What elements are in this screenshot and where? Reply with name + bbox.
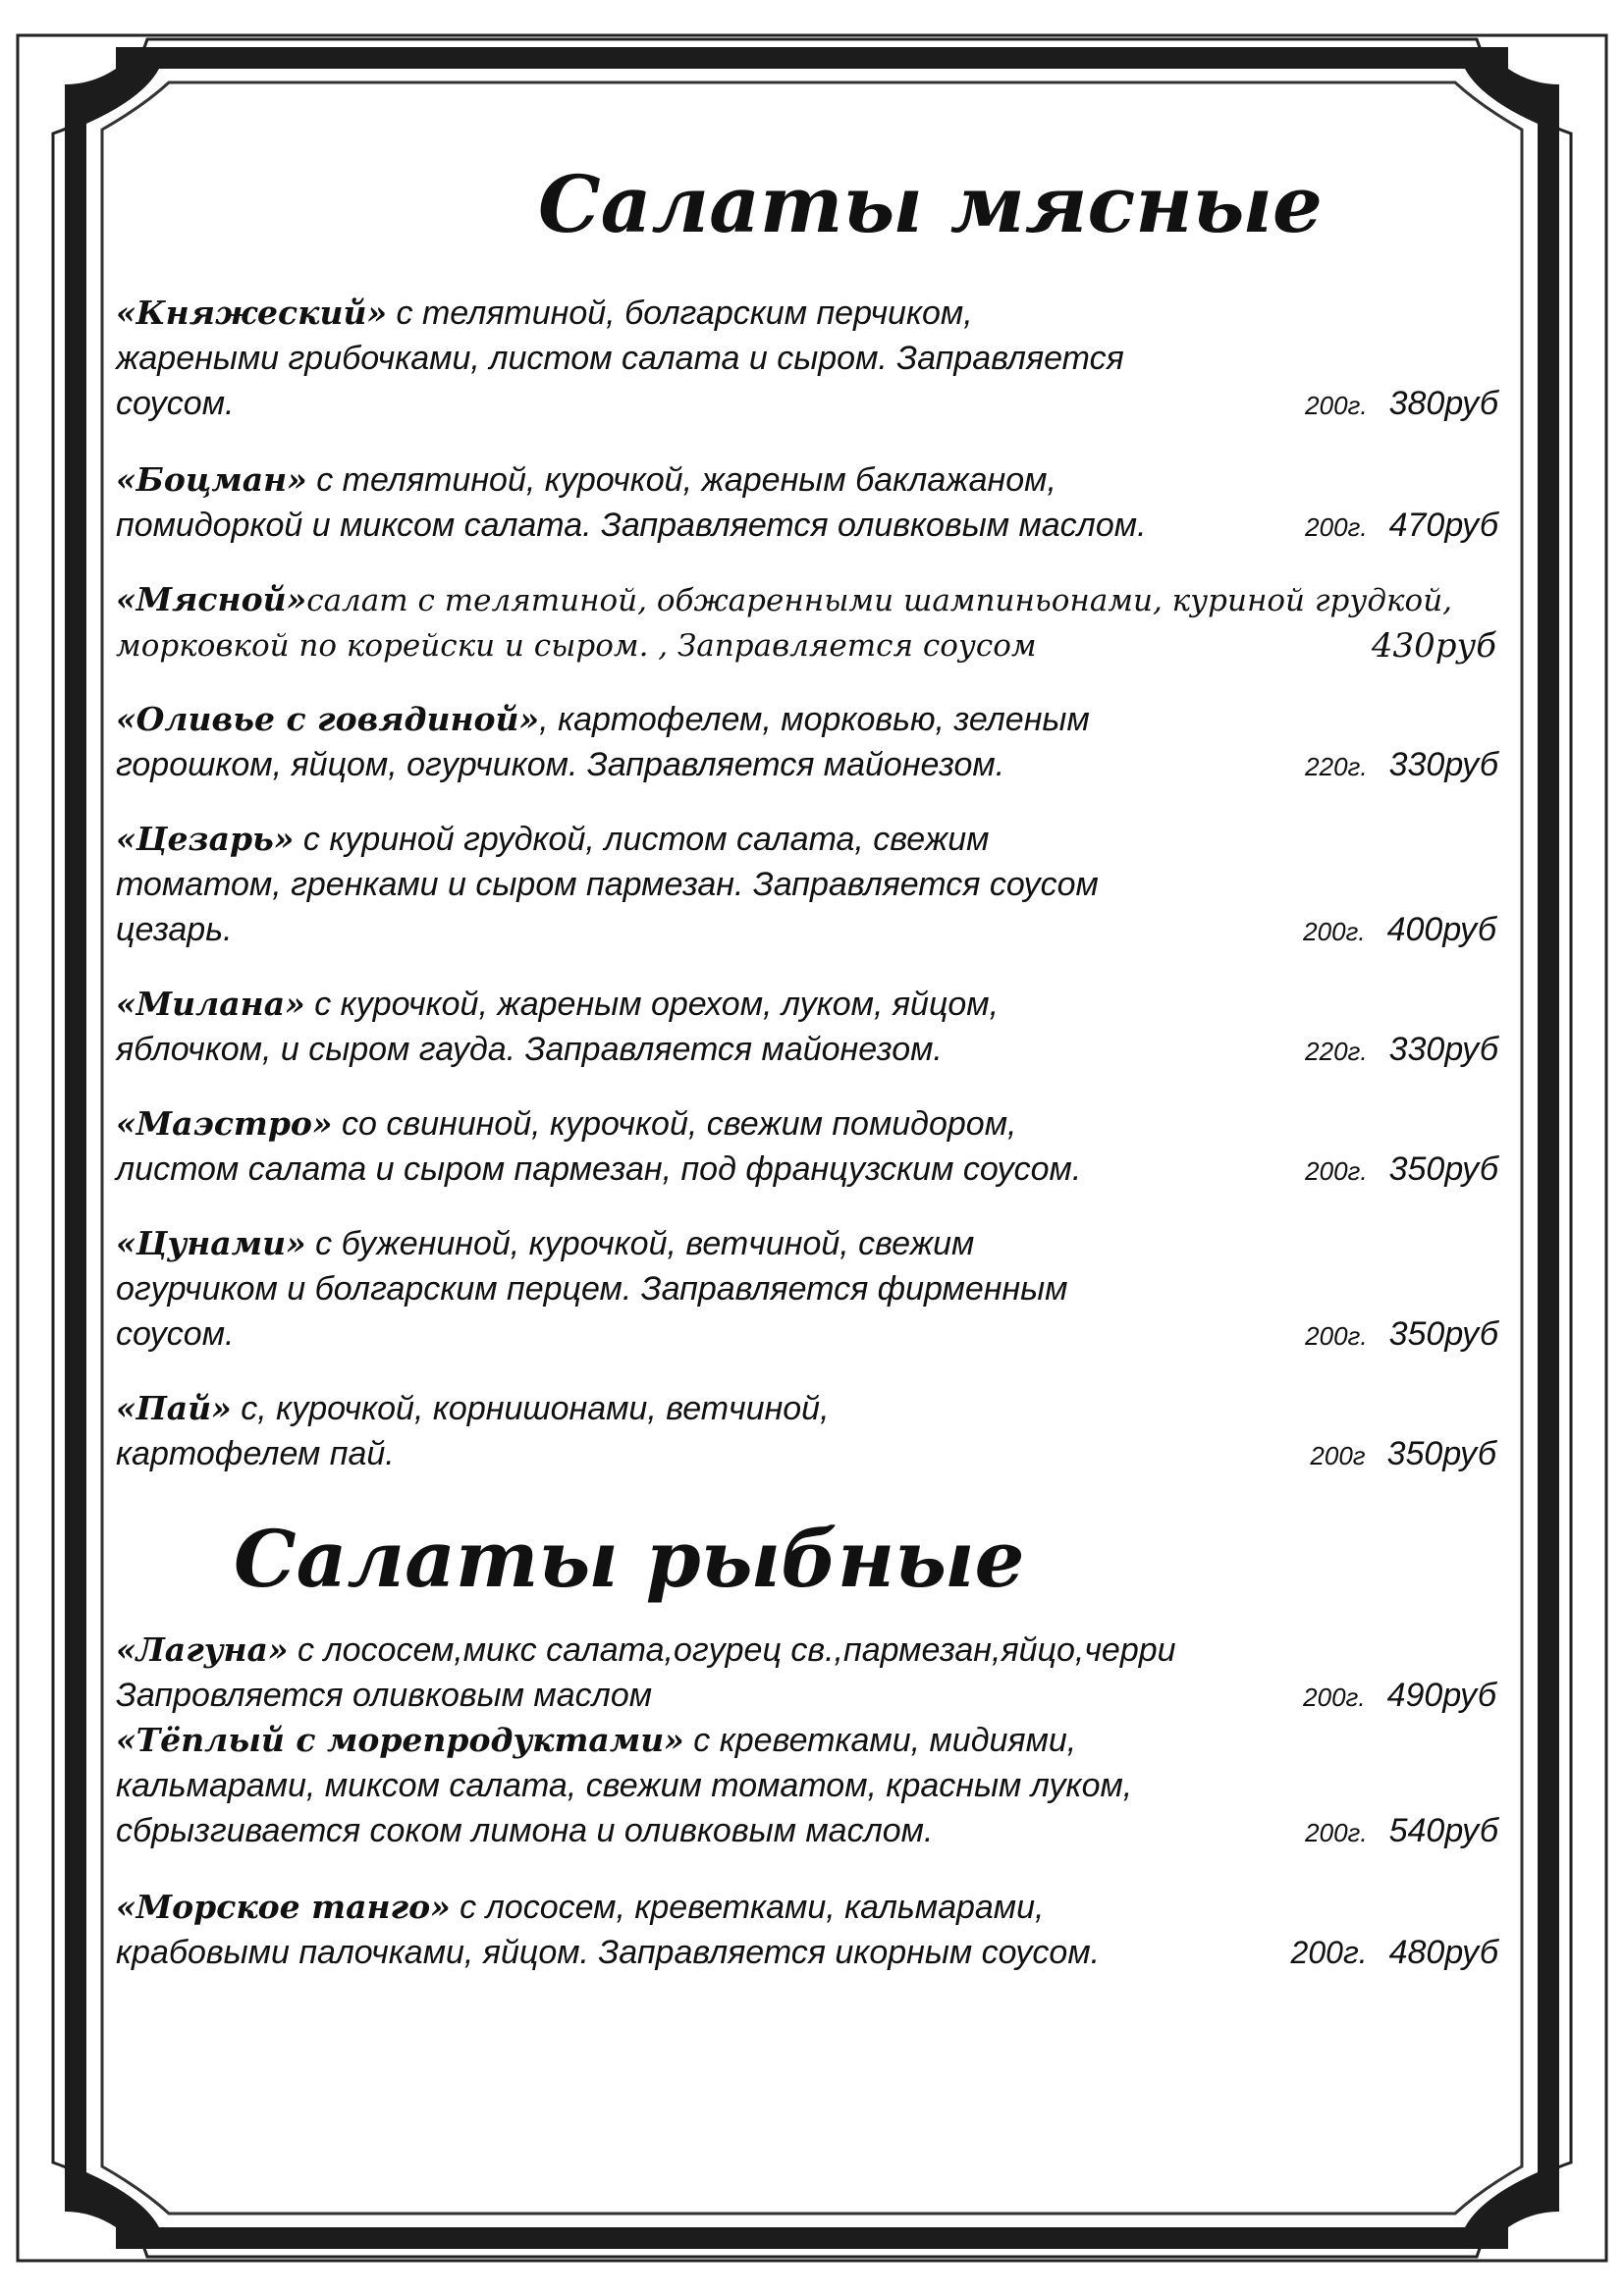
price-block xyxy=(1372,623,1496,668)
item-price: 540руб xyxy=(1388,1812,1498,1849)
menu-item-knyazhesky xyxy=(116,291,1510,426)
item-description: с лососем,микс салата,огурец св.,пармезан,яйцо,черри xyxy=(288,1631,1176,1669)
item-description: кальмарами, миксом салата, свежим томатом, красным луком, xyxy=(116,1767,1133,1804)
price-block xyxy=(1305,1311,1498,1357)
item-price: 350руб xyxy=(1388,1150,1498,1188)
menu-item-myasnoy xyxy=(116,577,1510,668)
item-description: соусом. xyxy=(116,1315,235,1353)
item-weight: 200г. xyxy=(1305,512,1368,542)
item-name: «Цунами» xyxy=(116,1224,306,1262)
menu-item-teply-seafood xyxy=(116,1718,1510,1853)
item-price: 330руб xyxy=(1388,1031,1498,1068)
item-weight: 200г. xyxy=(1305,1818,1368,1847)
item-weight: 200г. xyxy=(1305,391,1368,420)
item-description: картофелем пай. xyxy=(116,1435,395,1472)
item-description: помидоркой и миксом салата. Заправляется оливковым маслом. xyxy=(116,507,1147,544)
menu-item-olivie xyxy=(116,697,1510,787)
item-description: со свининой, курочкой, свежим помидором, xyxy=(332,1105,1017,1143)
price-block xyxy=(1305,381,1498,426)
item-description: с бужениной, курочкой, ветчиной, свежим xyxy=(305,1225,975,1262)
item-name: «Мясной» xyxy=(116,580,307,618)
item-description: крабовыми палочками, яйцом. Заправляется икорным соусом. xyxy=(116,1934,1101,1971)
price-block xyxy=(1303,907,1496,952)
item-weight: 200г. xyxy=(1303,1682,1366,1712)
item-description: , картофелем, морковью, зеленым xyxy=(539,701,1090,738)
item-price: 490руб xyxy=(1386,1677,1496,1714)
item-description: с, курочкой, корнишонами, ветчиной, xyxy=(231,1390,830,1427)
item-description: огурчиком и болгарским перцем. Заправляется фирменным xyxy=(116,1270,1068,1308)
item-price: 430руб xyxy=(1371,626,1496,666)
item-weight: 220г. xyxy=(1305,752,1368,781)
item-name: «Милана» xyxy=(116,985,305,1023)
item-description: листом салата и сыром пармезан, под французским соусом. xyxy=(116,1150,1082,1188)
price-block xyxy=(1305,1147,1498,1192)
item-description: яблочком, и сыром гауда. Заправляется майонезом. xyxy=(116,1031,943,1068)
item-weight: 200г xyxy=(1310,1441,1366,1470)
item-weight: 200г. xyxy=(1305,1321,1368,1351)
item-price: 350руб xyxy=(1388,1315,1498,1353)
item-description: жареными грибочками, листом салата и сыром. Заправляется xyxy=(116,340,1124,377)
item-description: цезарь. xyxy=(116,911,233,948)
item-description: морковкой по корейски и сыром. , Заправляется соусом xyxy=(116,628,1037,664)
item-description: с куриной грудкой, листом салата, свежим xyxy=(294,821,990,858)
item-price: 400руб xyxy=(1386,911,1496,948)
menu-item-pai xyxy=(116,1386,1510,1476)
menu-item-laguna xyxy=(116,1628,1510,1718)
item-name: «Тёплый с морепродуктами» xyxy=(116,1721,684,1759)
item-weight: 200г. xyxy=(1303,917,1366,946)
item-price: 470руб xyxy=(1388,507,1498,544)
item-description: соусом. xyxy=(116,385,235,422)
item-price: 480руб xyxy=(1388,1934,1498,1971)
menu-item-morskoe-tango xyxy=(116,1885,1510,1975)
item-name: «Оливье с говядиной» xyxy=(116,700,540,738)
price-block xyxy=(1305,503,1498,548)
item-name: «Цезарь» xyxy=(116,820,295,858)
item-description: с креветками, мидиями, xyxy=(683,1722,1077,1759)
menu-item-tsunami xyxy=(116,1221,1510,1357)
item-weight: 200г. xyxy=(1290,1935,1368,1970)
price-block xyxy=(1305,1027,1498,1072)
menu-item-maestro xyxy=(116,1101,1510,1192)
item-description: томатом, гренками и сыром пармезан. Заправляется соусом xyxy=(116,866,1099,903)
item-description: салат с телятиной, обжаренными шампиньонами, куриной грудкой, xyxy=(306,583,1453,618)
item-name: «Боцман» xyxy=(116,460,307,499)
price-block xyxy=(1303,1673,1496,1718)
item-description: с лососем, креветками, кальмарами, xyxy=(450,1889,1045,1926)
menu-item-caesar xyxy=(116,817,1510,952)
menu-item-milana xyxy=(116,982,1510,1072)
price-block xyxy=(1310,1431,1496,1476)
item-name: «Маэстро» xyxy=(116,1104,333,1143)
item-price: 350руб xyxy=(1386,1435,1496,1472)
section-title-meat-salads: Салаты мясные xyxy=(538,158,1323,250)
menu-item-botsman xyxy=(116,457,1510,548)
item-price: 330руб xyxy=(1388,746,1498,783)
item-weight: 220г. xyxy=(1305,1037,1368,1066)
item-price: 380руб xyxy=(1388,385,1498,422)
price-block xyxy=(1305,742,1498,787)
item-weight: 200г. xyxy=(1305,1156,1368,1186)
item-description: горошком, яйцом, огурчиком. Заправляется майонезом. xyxy=(116,746,1005,783)
item-description: сбрызгивается соком лимона и оливковым маслом. xyxy=(116,1812,934,1849)
price-block xyxy=(1305,1808,1498,1853)
item-name: «Княжеский» xyxy=(116,294,388,332)
section-title-fish-salads: Салаты рыбные xyxy=(234,1513,1025,1605)
item-description: с телятиной, курочкой, жареным баклажаном, xyxy=(306,461,1056,499)
item-description: с телятиной, болгарским перчиком, xyxy=(387,294,973,332)
item-name: «Морское танго» xyxy=(116,1888,451,1926)
item-name: «Лагуна» xyxy=(116,1630,289,1669)
item-description: Запровляется оливковым маслом xyxy=(116,1677,653,1714)
item-description: с курочкой, жареным орехом, луком, яйцом, xyxy=(304,986,1000,1023)
price-block xyxy=(1291,1930,1498,1975)
item-name: «Пай» xyxy=(116,1389,232,1427)
